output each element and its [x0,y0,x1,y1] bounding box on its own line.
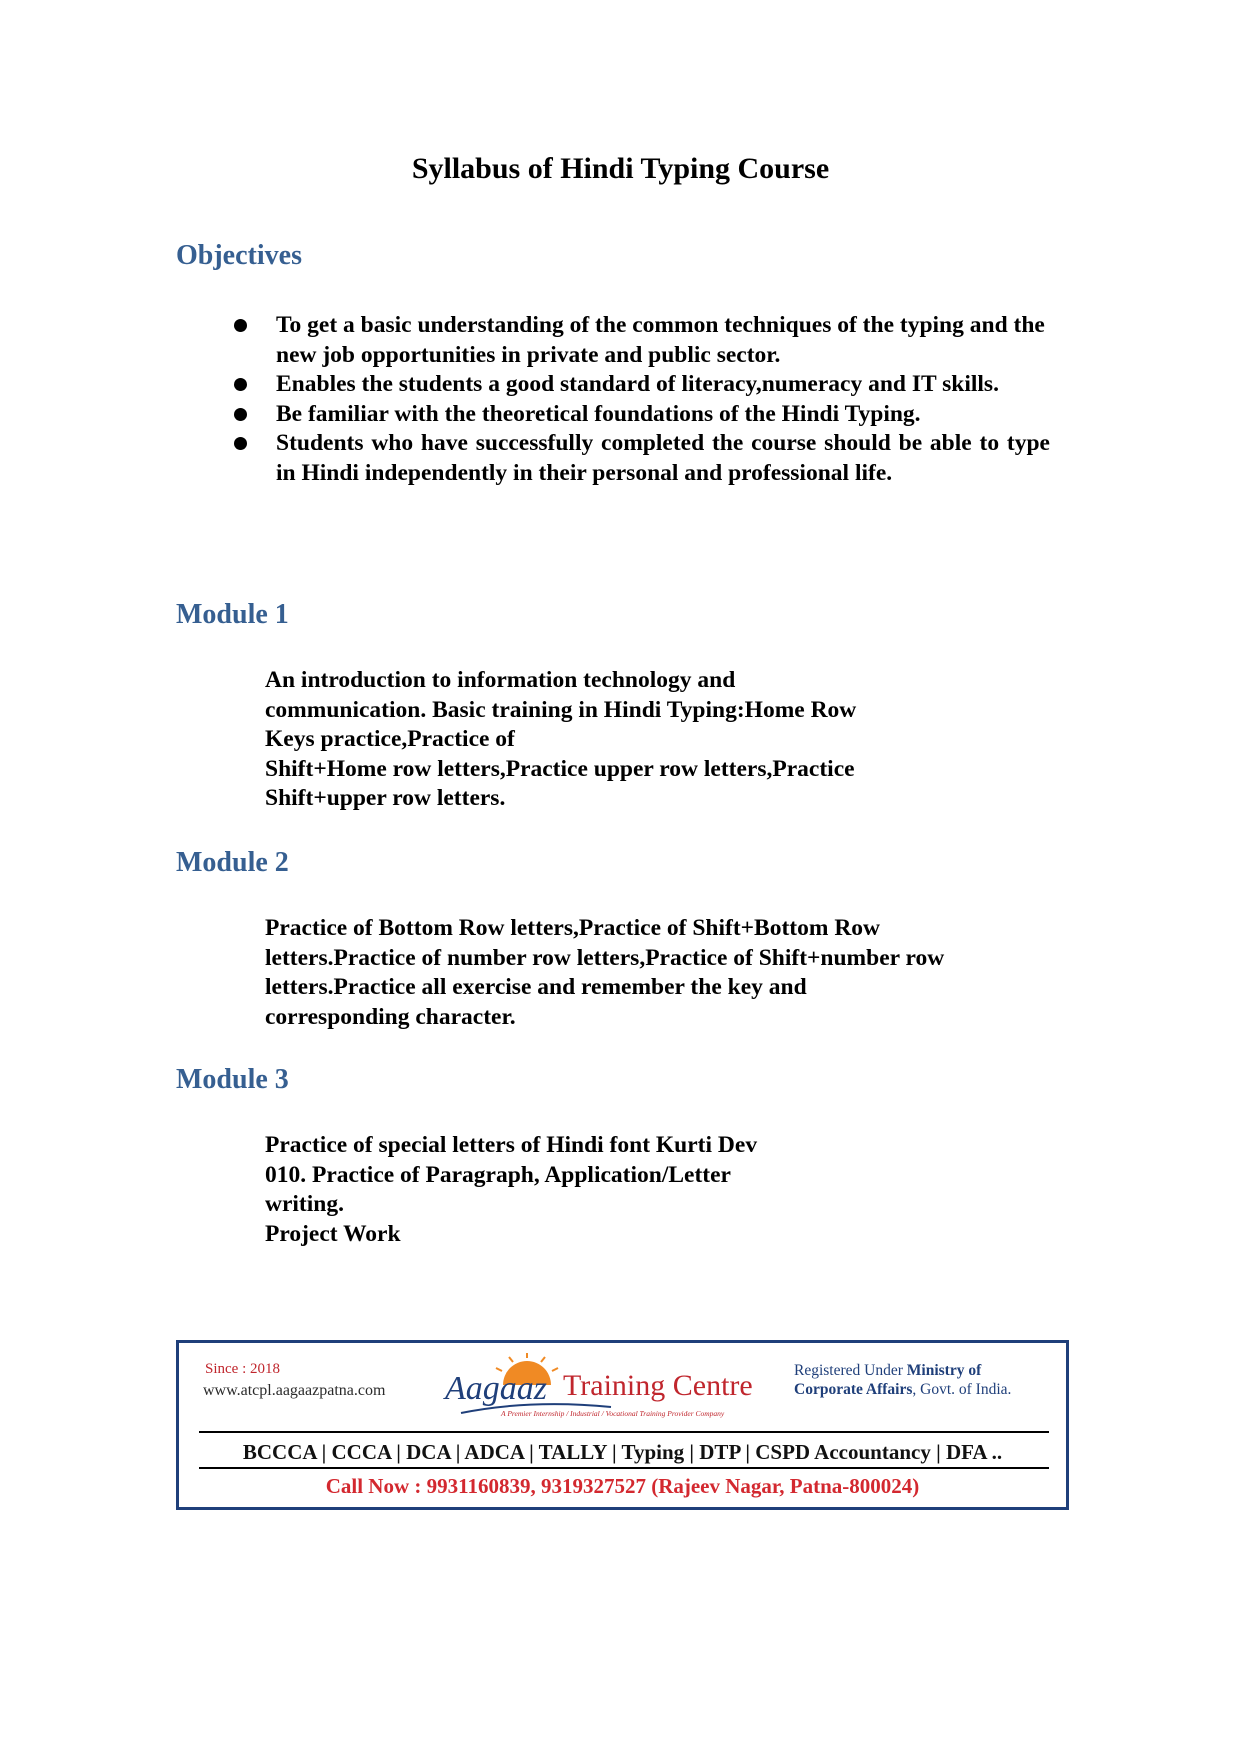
list-item: Enables the students a good standard of literacy,numeracy and IT skills. [230,370,1050,400]
logo-tagline: A Premier Internship / Industrial / Vocational Training Provider Company [501,1409,725,1418]
divider-bottom [199,1467,1049,1469]
company-logo [441,1353,771,1423]
module-3-text [265,1131,1065,1249]
call-now-text: Call Now : 9931160839, 9319327527 (Rajeev Nagar, Patna-800024) [325,1474,920,1498]
module-3-heading: Module 3 [176,1064,289,1095]
logo-text: Training Centre [563,1369,753,1402]
list-item: Be familiar with the theoretical foundations of the Hindi Typing. [230,400,1050,430]
text-line: Practice of special letters of Hindi font Kurti Dev [265,1132,758,1158]
text-line: letters.Practice all exercise and remember the key and [265,974,807,1000]
text-line: 010. Practice of Paragraph, Application/Letter [265,1161,731,1188]
footer-banner [176,1340,1069,1510]
list-item: To get a basic understanding of the common techniques of the typing and the new job opportunities in private and public sector. [230,311,1050,370]
text-line: writing. [265,1191,344,1217]
text-line: Shift+Home row letters,Practice upper row letters,Practice [265,755,855,782]
bullet-icon [234,408,247,421]
text-line: Project Work [265,1220,401,1247]
text-line: Shift+upper row letters. [265,785,506,811]
text-line: Practice of Bottom Row letters,Practice of Shift+Bottom Row [265,915,881,941]
page-title: Syllabus of Hindi Typing Course [411,152,830,185]
website-link[interactable]: www.atcpl.aagaazpatna.com [203,1382,386,1399]
module-2-heading: Module 2 [176,847,289,878]
text-line: An introduction to information technology and [265,667,736,693]
logo-name: Aagaaz [445,1370,547,1407]
text-line: letters.Practice of number row letters,Practice of Shift+number row [265,944,945,971]
objectives-list [230,311,1050,488]
bullet-icon [234,437,247,450]
bullet-icon [234,378,247,391]
registration-note: Registered Under Ministry of Corporate Affairs, Govt. of India. [794,1362,1012,1398]
courses-list: BCCCA | CCCA | DCA | ADCA | TALLY | Typing | DTP | CSPD Accountancy | DFA .. [242,1440,1003,1464]
since-label: Since : 2018 [205,1361,280,1377]
bullet-icon [234,319,247,332]
module-1-text [265,666,1065,814]
divider-top [199,1431,1049,1433]
list-item: Students who have successfully completed the course should be able to type in Hindi independently in their personal and professional life. [230,429,1050,488]
text-line: Keys practice,Practice of [265,726,515,752]
text-line: communication. Basic training in Hindi Typing:Home Row [265,696,857,723]
objectives-heading: Objectives [176,240,302,271]
text-line: corresponding character. [265,1003,516,1030]
module-1-heading: Module 1 [176,599,289,630]
module-2-text [265,914,1065,1032]
